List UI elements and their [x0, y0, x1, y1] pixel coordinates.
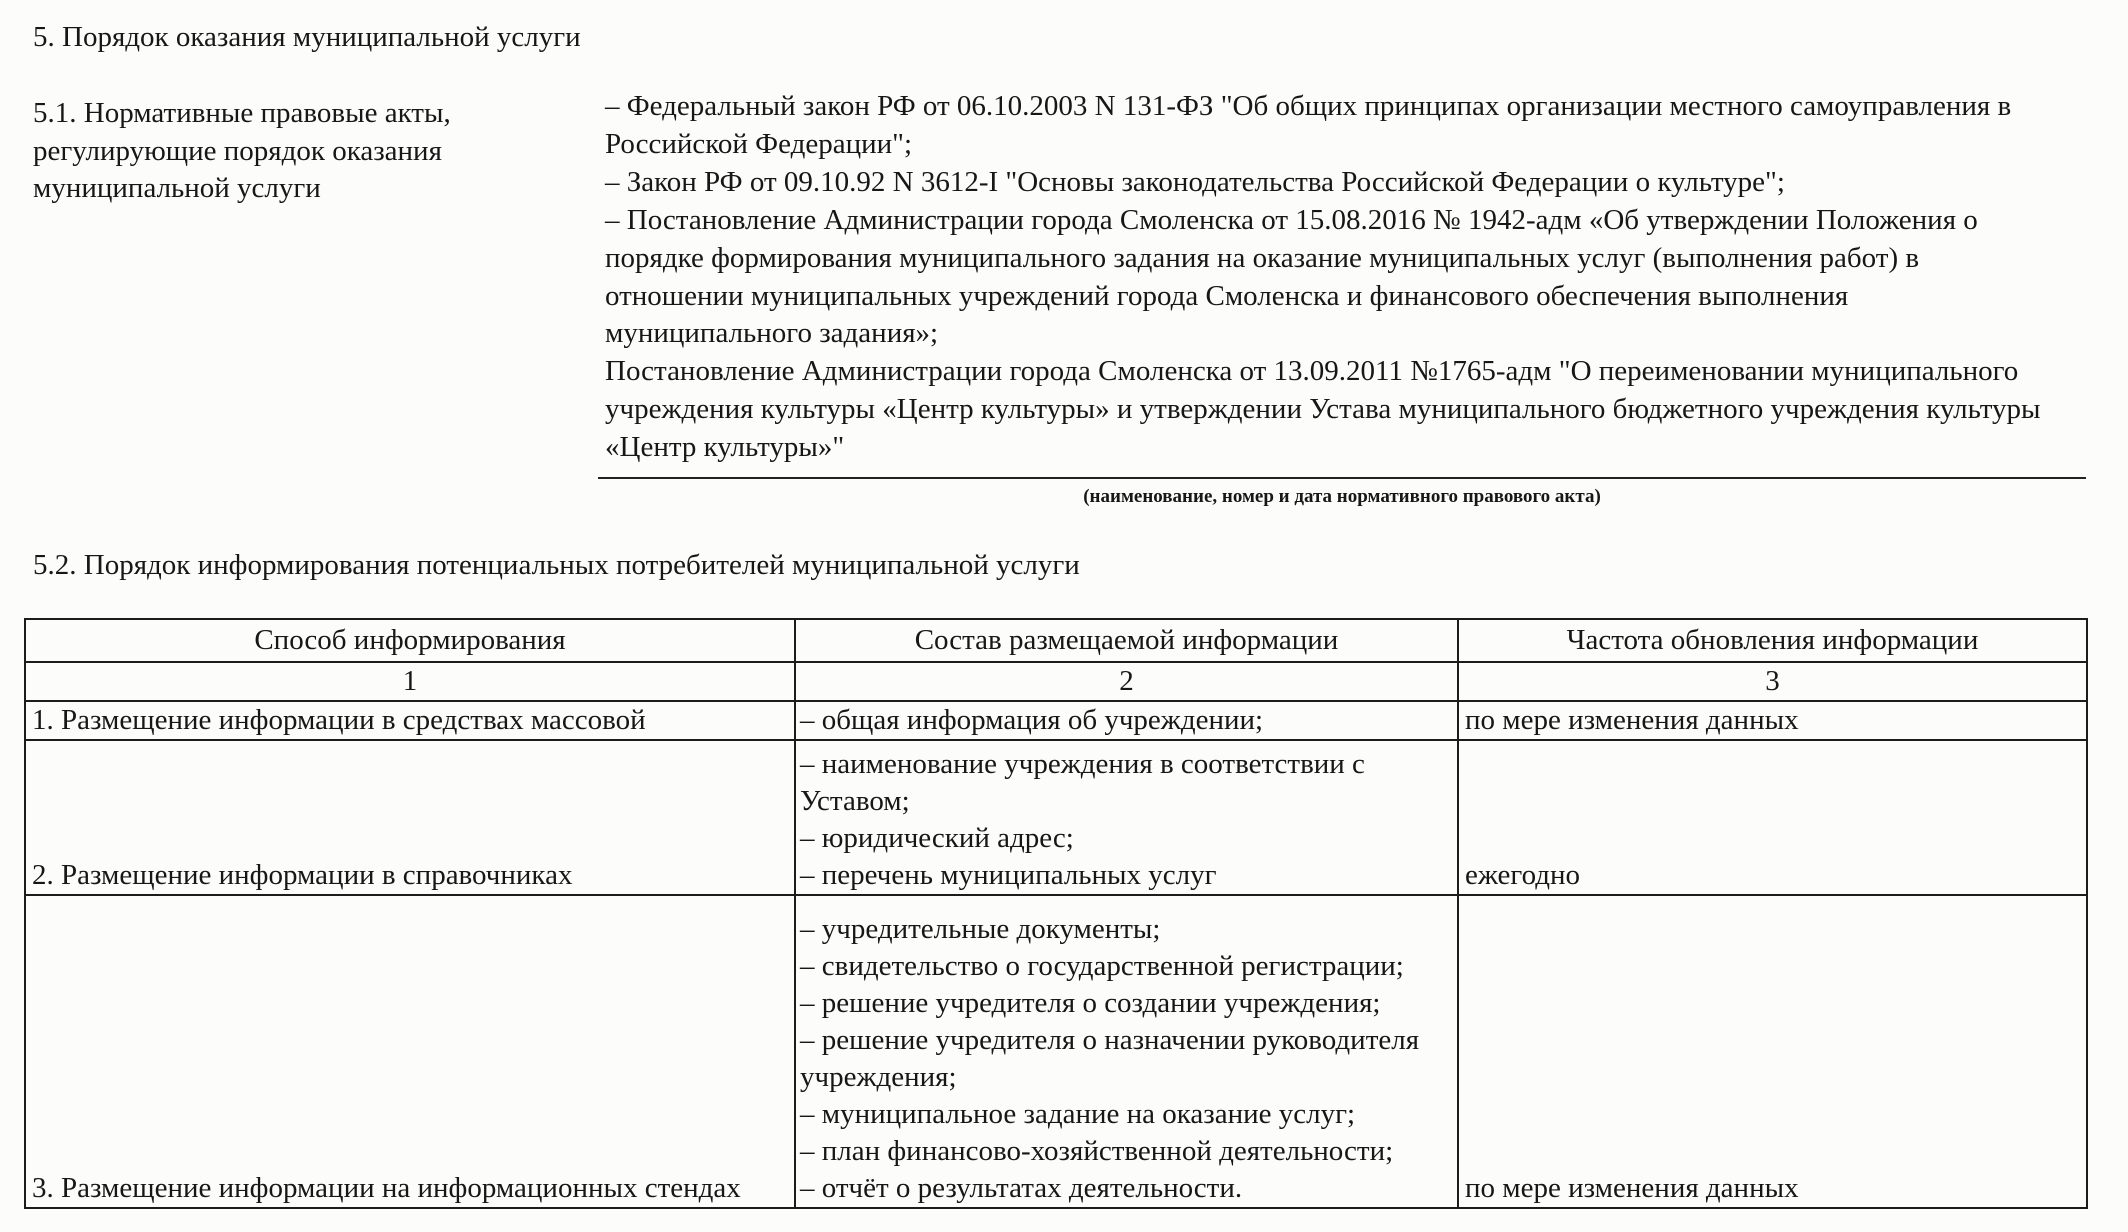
method-cell: 3. Размещение информации на информационных стендах: [25, 895, 795, 1208]
method-cell: 1. Размещение информации в средствах массовой: [25, 701, 795, 740]
content-line: – план финансово-хозяйственной деятельности;: [800, 1135, 1394, 1167]
method-cell: 2. Размещение информации в справочниках: [25, 740, 795, 895]
field-caption: (наименование, номер и дата нормативного правового акта): [1083, 486, 1601, 507]
column-number-cell: 3: [1458, 662, 2087, 701]
content-line: – юридический адрес;: [800, 822, 1074, 854]
column-number-cell: 2: [795, 662, 1458, 701]
legal-act-line: Российской Федерации";: [605, 127, 913, 160]
content-cell: [795, 701, 1458, 740]
legal-act-line: отношении муниципальных учреждений города Смоленска и финансового обеспечения выполнения: [605, 279, 1849, 312]
table-header-row: [25, 619, 2087, 662]
content-line: – свидетельство о государственной регистрации;: [800, 950, 1404, 982]
content-cell: [795, 740, 1458, 895]
subsection-5-2-title: 5.2. Порядок информирования потенциальных потребителей муниципальной услуги: [33, 549, 1080, 581]
table-header-cell: Частота обновления информации: [1458, 619, 2087, 662]
frequency-cell: ежегодно: [1458, 740, 2087, 895]
content-line: – учредительные документы;: [800, 913, 1161, 945]
legal-act-line: – Постановление Администрации города Смоленска от 15.08.2016 № 1942-адм «Об утверждении Положения о: [605, 203, 1978, 236]
legal-acts-list: [605, 88, 2041, 467]
frequency-cell: по мере изменения данных: [1458, 701, 2087, 740]
legal-act-line: муниципального задания»;: [605, 317, 939, 350]
content-line: – муниципальное задание на оказание услуг;: [800, 1098, 1356, 1130]
content-line: – перечень муниципальных услуг: [800, 859, 1217, 891]
content-line: учреждения;: [800, 1061, 957, 1093]
table-row: [25, 701, 2087, 740]
content-line: – отчёт о результатах деятельности.: [800, 1172, 1243, 1204]
underline-rule: [598, 477, 2086, 479]
table-header-cell: Состав размещаемой информации: [795, 619, 1458, 662]
table-row: [25, 740, 2087, 895]
legal-act-line: Постановление Администрации города Смоленска от 13.09.2011 №1765-адм "О переименовании муниципального: [605, 355, 2019, 388]
label-line: муниципальной услуги: [33, 172, 321, 204]
content-line: – наименование учреждения в соответствии с: [800, 748, 1365, 780]
legal-act-line: – Федеральный закон РФ от 06.10.2003 N 131-ФЗ "Об общих принципах организации местного самоуправления в: [605, 90, 2012, 122]
table-header-cell: Способ информирования: [25, 619, 795, 662]
content-line: Уставом;: [800, 785, 910, 817]
legal-act-line: учреждения культуры «Центр культуры» и утверждении Устава муниципального бюджетного учреждения культуры: [605, 393, 2041, 426]
content-cell: [795, 895, 1458, 1208]
content-line: – общая информация об учреждении;: [800, 704, 1264, 736]
content-line: – решение учредителя о создании учреждения;: [800, 987, 1381, 1019]
subsection-5-1-label: [33, 95, 451, 208]
label-line: 5.1. Нормативные правовые акты,: [33, 97, 451, 129]
section-title: 5. Порядок оказания муниципальной услуги: [33, 21, 581, 53]
legal-act-line: – Закон РФ от 09.10.92 N 3612-I "Основы законодательства Российской Федерации о культуре";: [605, 165, 1785, 198]
legal-act-line: порядке формирования муниципального задания на оказание муниципальных услуг (выполнения работ) в: [605, 241, 1920, 274]
frequency-cell: по мере изменения данных: [1458, 895, 2087, 1208]
table-row: [25, 895, 2087, 1208]
info-table: [24, 618, 2088, 1209]
column-number-cell: 1: [25, 662, 795, 701]
column-number-row: [25, 662, 2087, 701]
legal-act-line: «Центр культуры»": [605, 431, 845, 464]
label-line: регулирующие порядок оказания: [33, 134, 442, 167]
content-line: – решение учредителя о назначении руководителя: [800, 1024, 1420, 1056]
